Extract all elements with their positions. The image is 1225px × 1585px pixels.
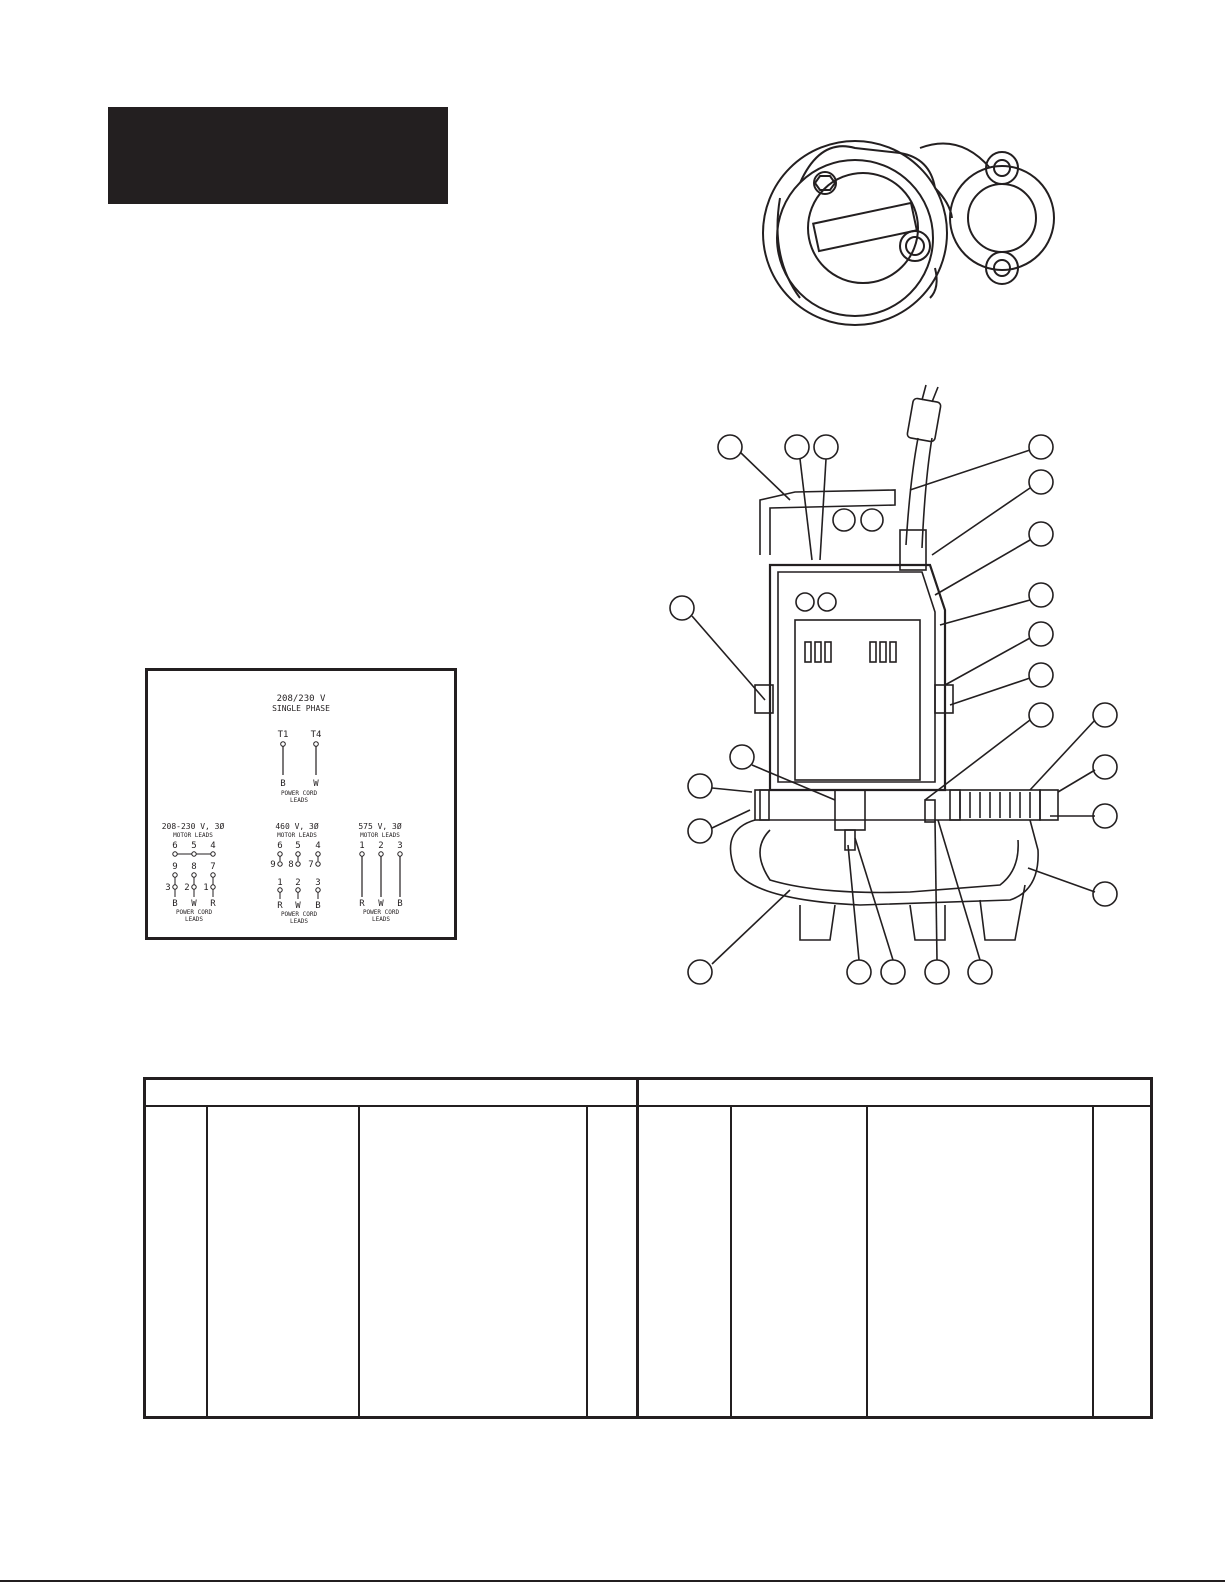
lead-number: 3 — [165, 883, 171, 893]
lead-color: W — [191, 899, 197, 909]
table-column-divider — [206, 1105, 208, 1416]
pump-cross-section-drawing — [660, 380, 1150, 1000]
three-phase-460-subtitle: MOTOR LEADS — [277, 832, 317, 839]
lead-number: 5 — [191, 841, 197, 851]
three-phase-575-caption-2: LEADS — [371, 916, 391, 923]
lead-w: W — [313, 779, 319, 789]
table-header-rule — [146, 1105, 1150, 1107]
lead-color: R — [359, 899, 365, 909]
terminal-t4: T4 — [310, 730, 322, 740]
three-phase-460-title: 460 V, 3Ø — [275, 822, 319, 831]
lead-color: W — [295, 901, 301, 911]
title-block — [108, 107, 448, 204]
wiring-diagram-panel — [145, 668, 457, 940]
lead-number: 1 — [277, 878, 283, 888]
lead-number: 8 — [288, 860, 294, 870]
three-phase-208-caption: POWER CORD — [175, 909, 213, 916]
lead-number: 3 — [397, 841, 403, 851]
wiring-diagrams — [148, 671, 454, 937]
table-column-divider — [866, 1105, 868, 1416]
lead-color: B — [315, 901, 321, 911]
lead-number: 2 — [184, 883, 190, 893]
three-phase-460-caption-2: LEADS — [289, 918, 309, 925]
lead-color: R — [210, 899, 216, 909]
lead-number: 2 — [378, 841, 384, 851]
three-phase-575-title: 575 V, 3Ø — [358, 822, 402, 831]
three-phase-460-caption: POWER CORD — [280, 911, 318, 918]
lead-number: 6 — [172, 841, 178, 851]
three-phase-208-title: 208-230 V, 3Ø — [161, 822, 225, 831]
lead-number: 2 — [295, 878, 301, 888]
lead-number: 7 — [308, 860, 314, 870]
table-half-divider — [636, 1080, 639, 1416]
single-phase-title: 208/230 V — [276, 694, 326, 704]
three-phase-208-diagram — [162, 821, 225, 923]
pump-top-view-drawing — [760, 128, 1060, 338]
single-phase-caption: POWER CORD — [280, 790, 318, 797]
three-phase-575-subtitle: MOTOR LEADS — [360, 832, 400, 839]
lead-color: B — [172, 899, 178, 909]
parts-list-table — [143, 1077, 1153, 1419]
terminal-t1: T1 — [277, 730, 289, 740]
callout-circles — [670, 435, 1117, 984]
lead-color: B — [397, 899, 403, 909]
lead-number: 5 — [295, 841, 301, 851]
lead-number: 4 — [315, 841, 321, 851]
lead-number: 7 — [210, 862, 216, 872]
lead-number: 8 — [191, 862, 197, 872]
lead-number: 6 — [277, 841, 283, 851]
lead-number: 1 — [203, 883, 209, 893]
page-bottom-rule — [0, 1580, 1225, 1582]
lead-color: W — [378, 899, 384, 909]
single-phase-caption-2: LEADS — [289, 797, 309, 804]
lead-color: R — [277, 901, 283, 911]
three-phase-460-diagram — [270, 821, 320, 925]
three-phase-575-diagram — [358, 821, 402, 923]
table-column-divider — [1092, 1105, 1094, 1416]
lead-number: 9 — [270, 860, 276, 870]
lead-number: 9 — [172, 862, 178, 872]
single-phase-subtitle: SINGLE PHASE — [272, 704, 330, 713]
lead-number: 3 — [315, 878, 321, 888]
table-column-divider — [358, 1105, 360, 1416]
single-phase-diagram — [272, 694, 330, 804]
lead-number: 4 — [210, 841, 216, 851]
lead-b: B — [280, 779, 286, 789]
table-column-divider — [730, 1105, 732, 1416]
three-phase-208-caption-2: LEADS — [184, 916, 204, 923]
three-phase-575-caption: POWER CORD — [362, 909, 400, 916]
table-column-divider — [586, 1105, 588, 1416]
lead-number: 1 — [359, 841, 365, 851]
three-phase-208-subtitle: MOTOR LEADS — [173, 832, 213, 839]
